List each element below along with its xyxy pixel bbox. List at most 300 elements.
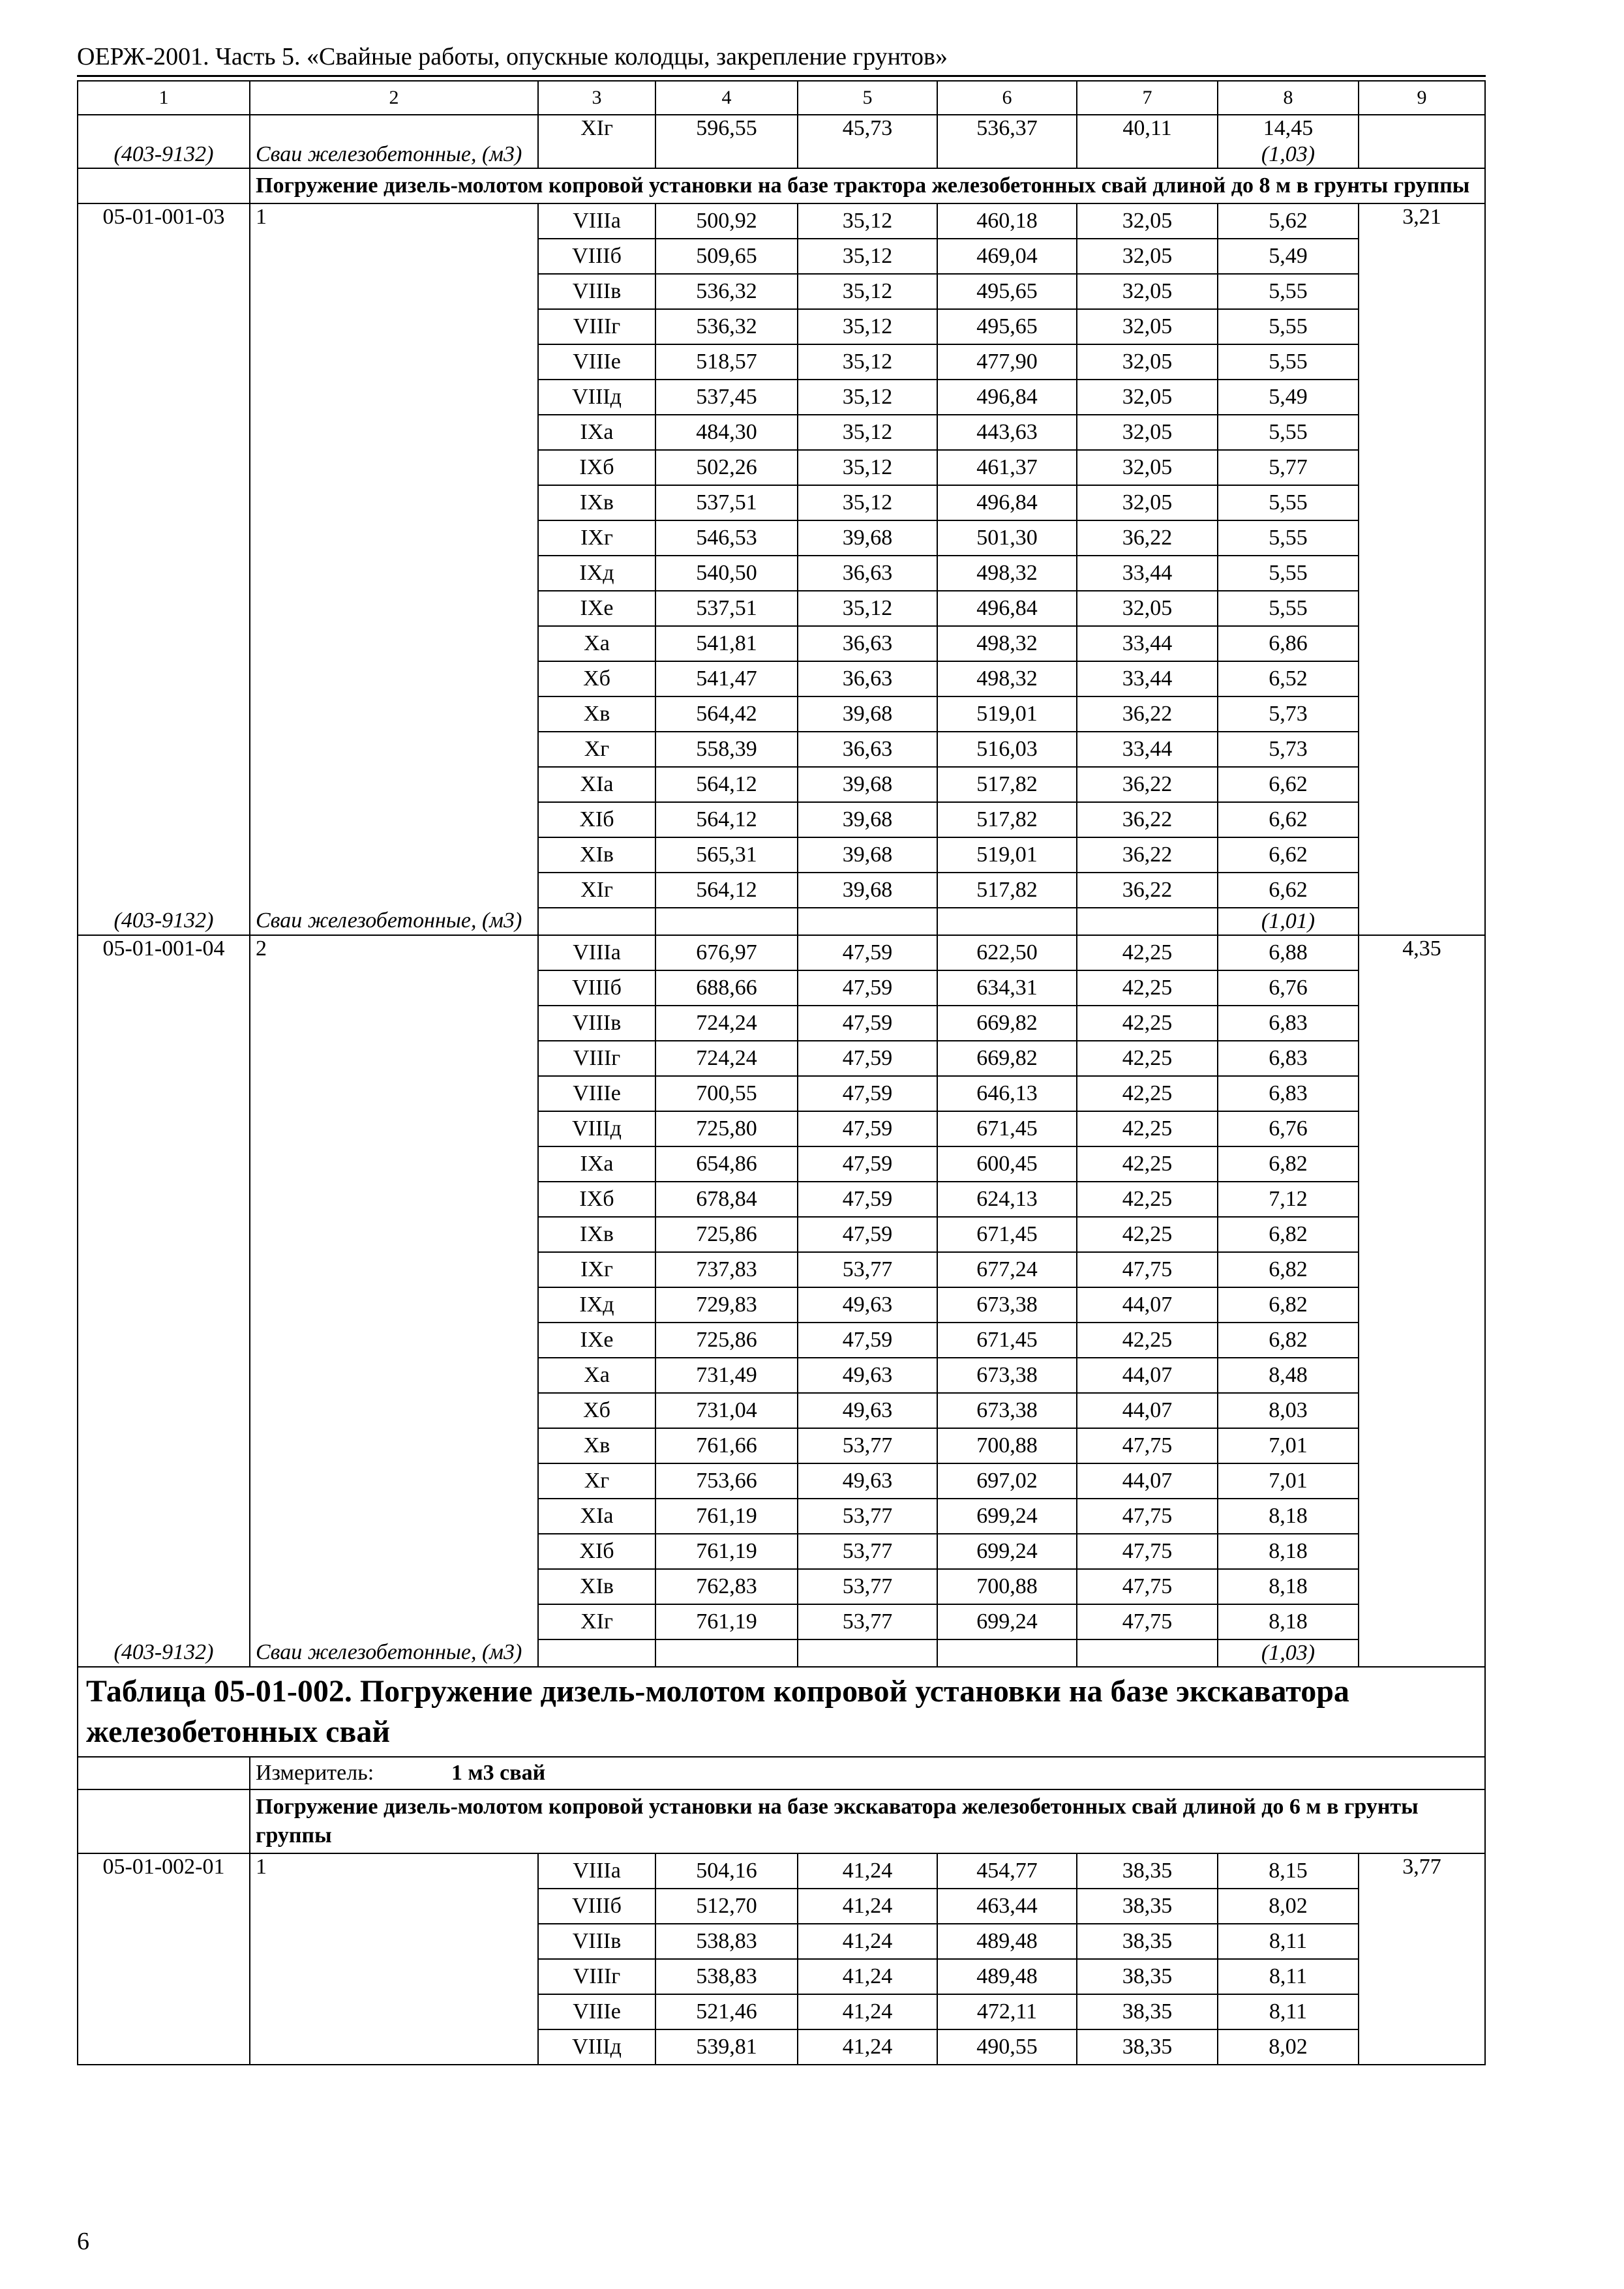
- material-name: Сваи железобетонные, (м3): [250, 142, 538, 168]
- cell-v6: 496,84: [937, 380, 1077, 415]
- cell-name: [250, 274, 538, 309]
- cell-v4: 731,49: [655, 1358, 798, 1393]
- cell-group: IXв: [538, 1217, 655, 1252]
- cell-v7: 36,22: [1077, 837, 1218, 873]
- table-row: [78, 485, 1485, 520]
- cell-col9: [1359, 450, 1485, 485]
- cell-group: VIIIа: [538, 935, 655, 970]
- cell-v4: 558,39: [655, 732, 798, 767]
- cell-col9: [1359, 1217, 1485, 1252]
- cell-v8: 6,88: [1218, 935, 1359, 970]
- cell-col9: [1359, 837, 1485, 873]
- cell-v8: 5,55: [1218, 309, 1359, 344]
- cell-col9: 3,21: [1359, 203, 1485, 239]
- cell-v8: 5,55: [1218, 520, 1359, 556]
- cell-v6: 517,82: [937, 873, 1077, 908]
- cell-code: [78, 344, 250, 380]
- cell-code: [78, 1393, 250, 1428]
- cell-v6: 498,32: [937, 556, 1077, 591]
- cell-v6: 463,44: [937, 1889, 1077, 1924]
- cell-v7: 38,35: [1077, 1889, 1218, 1924]
- table-row: [78, 1463, 1485, 1499]
- cell-v6: 460,18: [937, 203, 1077, 239]
- table-row: [78, 1217, 1485, 1252]
- cell-v4: 725,86: [655, 1323, 798, 1358]
- cell-v5: 35,12: [798, 344, 937, 380]
- cell-name: [250, 837, 538, 873]
- cell-v6: 671,45: [937, 1111, 1077, 1146]
- cell-col9: [1359, 2029, 1485, 2065]
- cell-name: [250, 415, 538, 450]
- cell-v5: 35,12: [798, 591, 937, 626]
- table-row: [78, 732, 1485, 767]
- cell-group: XIа: [538, 767, 655, 802]
- cell-empty: [655, 142, 798, 168]
- cell-empty: [798, 908, 937, 935]
- cell-name: [250, 1924, 538, 1959]
- table-row: [78, 661, 1485, 696]
- cell-group: IXа: [538, 1146, 655, 1182]
- cell-name: [250, 1604, 538, 1639]
- cell-v5: 41,24: [798, 1889, 937, 1924]
- cell-name: [250, 1428, 538, 1463]
- cell-code: [78, 1499, 250, 1534]
- cell-v4: 540,50: [655, 556, 798, 591]
- table-row: [78, 1499, 1485, 1534]
- cell-col9: [1359, 1604, 1485, 1639]
- cell-code: [78, 1889, 250, 1924]
- cell-empty: [78, 1757, 250, 1789]
- table-row: [78, 274, 1485, 309]
- cell-group: VIIIв: [538, 1924, 655, 1959]
- cell-code: [78, 1604, 250, 1639]
- cell-group: XIв: [538, 1569, 655, 1604]
- table-row: [78, 1569, 1485, 1604]
- cell-code: [78, 873, 250, 908]
- cell-col9: [1359, 1994, 1485, 2029]
- cell-group: Xа: [538, 1358, 655, 1393]
- cell-col9: [1359, 626, 1485, 661]
- cell-v5: 47,59: [798, 1041, 937, 1076]
- table-row: [78, 837, 1485, 873]
- meter-value: 1 м3 свай: [451, 1761, 546, 1785]
- cell-name: [250, 1287, 538, 1323]
- cell-v4: 725,86: [655, 1217, 798, 1252]
- cell-v8: 6,82: [1218, 1287, 1359, 1323]
- table-row: [78, 1889, 1485, 1924]
- cell-v4: 536,32: [655, 309, 798, 344]
- cell-code: [78, 732, 250, 767]
- cell-name: [250, 1569, 538, 1604]
- cell-v5: 41,24: [798, 1853, 937, 1889]
- cell-empty: [1077, 908, 1218, 935]
- table-row: [78, 873, 1485, 908]
- cell-name: [250, 1041, 538, 1076]
- cell-v8: 8,03: [1218, 1393, 1359, 1428]
- cell-name: 1: [250, 203, 538, 239]
- cell-v5: 35,12: [798, 485, 937, 520]
- cell-v4: 564,12: [655, 767, 798, 802]
- cell-col9: [1359, 1428, 1485, 1463]
- cell-group: VIIIг: [538, 1959, 655, 1994]
- cell-v8: 6,62: [1218, 873, 1359, 908]
- cell-v5: 47,59: [798, 1076, 937, 1111]
- column-number: 3: [538, 81, 655, 115]
- material-row: [78, 142, 1485, 168]
- cell-code: [78, 380, 250, 415]
- column-number: 6: [937, 81, 1077, 115]
- cell-v5: 53,77: [798, 1534, 937, 1569]
- cell-name: [250, 1217, 538, 1252]
- cell-v5: 47,59: [798, 935, 937, 970]
- cell-v7: 42,25: [1077, 970, 1218, 1006]
- cell-col9: [1359, 1393, 1485, 1428]
- cell-v6: 496,84: [937, 485, 1077, 520]
- cell-code: [78, 1252, 250, 1287]
- cell-v5: 53,77: [798, 1569, 937, 1604]
- cell-v6: 677,24: [937, 1252, 1077, 1287]
- cell-col9: [1359, 1889, 1485, 1924]
- cell-v5: 35,12: [798, 309, 937, 344]
- cell-v6: 700,88: [937, 1569, 1077, 1604]
- table-row: [78, 1252, 1485, 1287]
- cell-col9: [1359, 415, 1485, 450]
- cell-v7: 32,05: [1077, 274, 1218, 309]
- cell-group: XIб: [538, 802, 655, 837]
- cell-v6: 700,88: [937, 1428, 1077, 1463]
- cell-empty: [1359, 1639, 1485, 1667]
- cell-col9: [1359, 344, 1485, 380]
- table-row: [78, 1534, 1485, 1569]
- cell-group: VIIIг: [538, 1041, 655, 1076]
- table-row: [78, 380, 1485, 415]
- table-row: [78, 1146, 1485, 1182]
- cell-code: [78, 1323, 250, 1358]
- cell-v8: 6,76: [1218, 1111, 1359, 1146]
- meter-label: Измеритель:: [256, 1761, 374, 1785]
- cell-v4: 521,46: [655, 1994, 798, 2029]
- cell-code: [78, 450, 250, 485]
- cell-v4: 564,12: [655, 802, 798, 837]
- cell-v7: 40,11: [1077, 115, 1218, 142]
- table-row: [78, 520, 1485, 556]
- cell-v7: 42,25: [1077, 1182, 1218, 1217]
- cell-v5: 53,77: [798, 1252, 937, 1287]
- cell-code: [78, 1146, 250, 1182]
- section-description-row: [78, 168, 1485, 203]
- table-title-row: [78, 1667, 1485, 1757]
- cell-v6: 699,24: [937, 1534, 1077, 1569]
- cell-v7: 44,07: [1077, 1358, 1218, 1393]
- cell-name: [250, 1889, 538, 1924]
- cell-v6: 516,03: [937, 732, 1077, 767]
- cell-col9: [1359, 1182, 1485, 1217]
- header-rule: [77, 75, 1486, 77]
- cell-v6: 496,84: [937, 591, 1077, 626]
- cell-v6: 454,77: [937, 1853, 1077, 1889]
- cell-group: IXв: [538, 485, 655, 520]
- cell-v8: 8,02: [1218, 1889, 1359, 1924]
- cell-v7: 36,22: [1077, 767, 1218, 802]
- cell-v7: 44,07: [1077, 1463, 1218, 1499]
- cell-col9: [1359, 1358, 1485, 1393]
- cell-code: [78, 1182, 250, 1217]
- table-row: [78, 344, 1485, 380]
- cell-v7: 42,25: [1077, 1111, 1218, 1146]
- column-number-row: [78, 81, 1485, 115]
- cell-group: VIIIб: [538, 1889, 655, 1924]
- cell-group: XIг: [538, 873, 655, 908]
- cell-v7: 47,75: [1077, 1428, 1218, 1463]
- cell-v5: 35,12: [798, 274, 937, 309]
- cell-v8: 8,18: [1218, 1569, 1359, 1604]
- cell-v6: 490,55: [937, 2029, 1077, 2065]
- table-row: [78, 2029, 1485, 2065]
- material-code: (403-9132): [78, 1639, 250, 1667]
- cell-v4: 541,47: [655, 661, 798, 696]
- cell-v7: 33,44: [1077, 626, 1218, 661]
- cell-v7: 32,05: [1077, 344, 1218, 380]
- cell-v8: 6,62: [1218, 802, 1359, 837]
- cell-v7: 44,07: [1077, 1393, 1218, 1428]
- cell-v8: 5,55: [1218, 415, 1359, 450]
- cell-group: IXб: [538, 1182, 655, 1217]
- table-row: [78, 1287, 1485, 1323]
- cell-v4: 564,42: [655, 696, 798, 732]
- cell-v5: 35,12: [798, 415, 937, 450]
- cell-v7: 36,22: [1077, 520, 1218, 556]
- cell-v8: 7,01: [1218, 1463, 1359, 1499]
- cell-col9: [1359, 591, 1485, 626]
- meter-row: [78, 1757, 1485, 1789]
- cell-name: [250, 344, 538, 380]
- cell-v5: 39,68: [798, 520, 937, 556]
- cell-group: Xг: [538, 1463, 655, 1499]
- cell-name: [250, 1463, 538, 1499]
- cell-v8: 5,55: [1218, 344, 1359, 380]
- cell-v4: 484,30: [655, 415, 798, 450]
- cell-code: [78, 1994, 250, 2029]
- cell-v7: 47,75: [1077, 1252, 1218, 1287]
- cell-v8: 5,73: [1218, 696, 1359, 732]
- cell-group: VIIIв: [538, 1006, 655, 1041]
- cell-v5: 41,24: [798, 2029, 937, 2065]
- cell-v7: 36,22: [1077, 873, 1218, 908]
- cell-col9: [1359, 1076, 1485, 1111]
- cell-v8: 6,83: [1218, 1076, 1359, 1111]
- material-row: [78, 1639, 1485, 1667]
- cell-v5: 41,24: [798, 1959, 937, 1994]
- cell-code: [78, 661, 250, 696]
- cell-group: IXе: [538, 1323, 655, 1358]
- cell-v7: 42,25: [1077, 1076, 1218, 1111]
- cell-group: XIг: [538, 1604, 655, 1639]
- cell-v7: 32,05: [1077, 309, 1218, 344]
- cell-v6: 519,01: [937, 696, 1077, 732]
- cell-col9: [1359, 732, 1485, 767]
- cell-v4: 724,24: [655, 1006, 798, 1041]
- cell-v5: 39,68: [798, 767, 937, 802]
- column-number: 7: [1077, 81, 1218, 115]
- cell-v8: 5,55: [1218, 591, 1359, 626]
- cell-group: IXг: [538, 1252, 655, 1287]
- cell-v5: 39,68: [798, 802, 937, 837]
- cell-empty: [538, 908, 655, 935]
- cell-v7: 33,44: [1077, 661, 1218, 696]
- cell-v8: 8,15: [1218, 1853, 1359, 1889]
- material-coef: (1,03): [1218, 1639, 1359, 1667]
- cell-v6: 673,38: [937, 1393, 1077, 1428]
- cell-v8: 5,55: [1218, 485, 1359, 520]
- cell-group: IXе: [538, 591, 655, 626]
- material-name: Сваи железобетонные, (м3): [250, 908, 538, 935]
- cell-code: [78, 1287, 250, 1323]
- cell-name: [250, 520, 538, 556]
- cell-v5: 53,77: [798, 1604, 937, 1639]
- cell-v7: 42,25: [1077, 1041, 1218, 1076]
- cell-v8: 6,82: [1218, 1252, 1359, 1287]
- cell-empty: [78, 1789, 250, 1853]
- cell-group: IXа: [538, 415, 655, 450]
- cell-col9: [1359, 1534, 1485, 1569]
- cell-empty: [538, 1639, 655, 1667]
- table-row: [78, 1924, 1485, 1959]
- cell-col9: 3,77: [1359, 1853, 1485, 1889]
- cell-v7: 38,35: [1077, 2029, 1218, 2065]
- cell-code: [78, 309, 250, 344]
- cell-v6: 671,45: [937, 1217, 1077, 1252]
- cell-v7: 38,35: [1077, 1959, 1218, 1994]
- table-row: [78, 556, 1485, 591]
- cell-code: [78, 1463, 250, 1499]
- cell-code: [78, 591, 250, 626]
- table-row: [78, 115, 1485, 142]
- cell-name: [250, 696, 538, 732]
- cell-name: [250, 1534, 538, 1569]
- material-code: (403-9132): [78, 908, 250, 935]
- table-row: [78, 239, 1485, 274]
- cell-group: VIIIе: [538, 1076, 655, 1111]
- cell-empty: [798, 1639, 937, 1667]
- cell-v4: 761,19: [655, 1499, 798, 1534]
- cell-empty: [78, 115, 250, 142]
- cell-v6: 536,37: [937, 115, 1077, 142]
- table-title: Таблица 05-01-002. Погружение дизель-молотом копровой установки на базе экскаватора железобетонных свай: [78, 1667, 1485, 1757]
- cell-v6: 519,01: [937, 837, 1077, 873]
- cell-name: [250, 970, 538, 1006]
- cell-v6: 517,82: [937, 802, 1077, 837]
- cell-v8: 5,49: [1218, 239, 1359, 274]
- cell-group: Xг: [538, 732, 655, 767]
- table-row: [78, 309, 1485, 344]
- cell-col9: [1359, 1146, 1485, 1182]
- table-row: [78, 1006, 1485, 1041]
- cell-v8: 7,01: [1218, 1428, 1359, 1463]
- cell-v6: 498,32: [937, 626, 1077, 661]
- cell-v4: 761,19: [655, 1604, 798, 1639]
- cell-v4: 724,24: [655, 1041, 798, 1076]
- cell-v6: 622,50: [937, 935, 1077, 970]
- cell-v8: 8,18: [1218, 1499, 1359, 1534]
- cell-code: [78, 970, 250, 1006]
- cell-code: [78, 1924, 250, 1959]
- cell-v4: 539,81: [655, 2029, 798, 2065]
- cell-v5: 47,59: [798, 1182, 937, 1217]
- cell-v6: 477,90: [937, 344, 1077, 380]
- cell-v8: 8,18: [1218, 1604, 1359, 1639]
- cell-v4: 537,51: [655, 591, 798, 626]
- cell-v6: 699,24: [937, 1499, 1077, 1534]
- cell-v7: 42,25: [1077, 935, 1218, 970]
- cell-v5: 53,77: [798, 1499, 937, 1534]
- cell-name: 2: [250, 935, 538, 970]
- cell-v7: 32,05: [1077, 203, 1218, 239]
- cell-group: VIIIд: [538, 2029, 655, 2065]
- cell-col9: [1359, 767, 1485, 802]
- cell-group: VIIIа: [538, 1853, 655, 1889]
- cell-v6: 517,82: [937, 767, 1077, 802]
- cell-name: [250, 1076, 538, 1111]
- cell-group: Xа: [538, 626, 655, 661]
- cell-v8: 5,73: [1218, 732, 1359, 767]
- column-number: 1: [78, 81, 250, 115]
- cell-v5: 35,12: [798, 203, 937, 239]
- cell-name: [250, 1006, 538, 1041]
- cell-name: [250, 732, 538, 767]
- column-number: 8: [1218, 81, 1359, 115]
- cell-v6: 489,48: [937, 1959, 1077, 1994]
- cell-v8: 6,83: [1218, 1006, 1359, 1041]
- cell-name: [250, 802, 538, 837]
- cell-v7: 42,25: [1077, 1146, 1218, 1182]
- cell-v4: 761,66: [655, 1428, 798, 1463]
- column-number: 9: [1359, 81, 1485, 115]
- cell-v6: 669,82: [937, 1041, 1077, 1076]
- cell-col9: [1359, 1499, 1485, 1534]
- cell-v7: 32,05: [1077, 591, 1218, 626]
- cell-v6: 501,30: [937, 520, 1077, 556]
- cell-group: Xв: [538, 1428, 655, 1463]
- cell-v4: 537,45: [655, 380, 798, 415]
- cell-col9: [1359, 556, 1485, 591]
- cell-code: [78, 1076, 250, 1111]
- cell-col9: [1359, 1252, 1485, 1287]
- cell-code: [78, 239, 250, 274]
- cell-v6: 646,13: [937, 1076, 1077, 1111]
- cell-name: [250, 1499, 538, 1534]
- cell-group: Xб: [538, 661, 655, 696]
- cell-name: [250, 1393, 538, 1428]
- cell-v5: 36,63: [798, 661, 937, 696]
- cell-code: [78, 1569, 250, 1604]
- cell-empty: [798, 142, 937, 168]
- cell-group: VIIIе: [538, 344, 655, 380]
- cell-v7: 36,22: [1077, 696, 1218, 732]
- cell-code: [78, 2029, 250, 2065]
- cell-col9: [1359, 696, 1485, 732]
- cell-v7: 36,22: [1077, 802, 1218, 837]
- cell-v6: 669,82: [937, 1006, 1077, 1041]
- cell-v8: 5,49: [1218, 380, 1359, 415]
- cell-empty: [937, 1639, 1077, 1667]
- cell-v5: 47,59: [798, 970, 937, 1006]
- cell-name: [250, 591, 538, 626]
- cell-group: VIIIа: [538, 203, 655, 239]
- cell-v8: 8,02: [1218, 2029, 1359, 2065]
- cell-empty: [538, 142, 655, 168]
- cell-name: [250, 1182, 538, 1217]
- cell-name: [250, 1959, 538, 1994]
